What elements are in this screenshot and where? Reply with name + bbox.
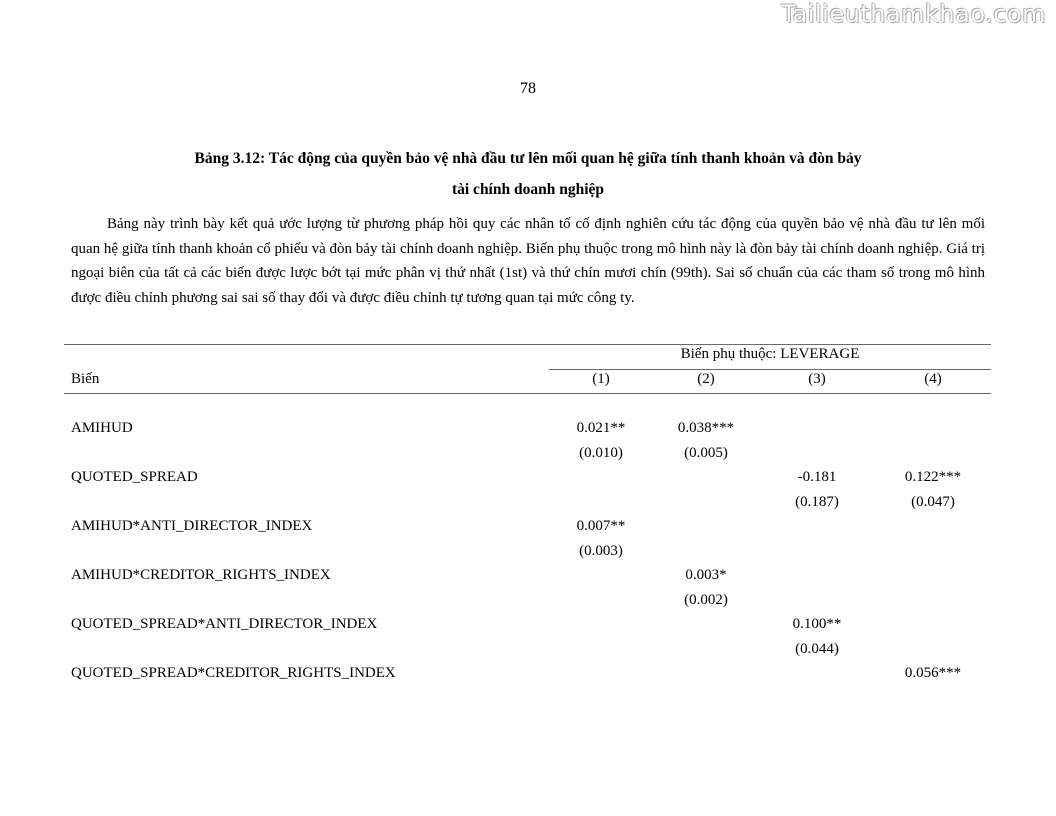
variable-column-header: Biến [71, 371, 100, 387]
row-variable-name: AMIHUD*ANTI_DIRECTOR_INDEX [71, 518, 313, 534]
coefficient-value: 0.021** [576, 420, 626, 436]
coefficient-value: 0.007** [576, 518, 626, 534]
standard-error-value: (0.047) [911, 493, 955, 510]
header-sub-rule [549, 369, 991, 370]
column-header-3: (3) [808, 371, 826, 387]
page-number: 78 [520, 80, 536, 97]
coefficient-value: 0.056*** [904, 665, 962, 681]
table-caption-line-1: Bảng 3.12: Tác động của quyền bảo vệ nhà đầu tư lên mối quan hệ giữa tính thanh khoản và đòn bảy [194, 150, 862, 167]
standard-error-value: (0.187) [795, 493, 839, 510]
table-description: Bảng này trình bày kết quả ước lượng từ phương pháp hồi quy các nhân tố cố định nghiên cứu tác động của quyền bảo vệ nhà đầu tư lên mối quan hệ giữa tính thanh khoản cổ phiếu và đòn bảy tài chính doanh nghiệp. Biến phụ thuộc trong mô hình này là đòn bảy tài chính doanh nghiệp. Giá trị ngoại biên của tất cả các biến được lược bớt tại mức phân vị thứ nhất (1st) và thứ chín mươi chín (99th). Sai số chuẩn của các tham số trong mô hình được điều chỉnh phương sai sai số thay đổi và được điều chỉnh tự tương quan tại mức công ty. [71, 216, 985, 306]
column-header-4: (4) [924, 371, 942, 387]
standard-error-value: (0.003) [579, 542, 623, 559]
dependent-variable-header: Biến phụ thuộc: LEVERAGE [680, 346, 860, 362]
standard-error-value: (0.010) [579, 444, 623, 461]
table-caption-line-2: tài chính doanh nghiệp [451, 181, 605, 198]
table-top-rule [64, 344, 991, 345]
column-header-2: (2) [697, 371, 715, 387]
row-variable-name: QUOTED_SPREAD*ANTI_DIRECTOR_INDEX [71, 616, 378, 632]
column-header-1: (1) [592, 371, 610, 387]
coefficient-value: 0.100** [792, 616, 842, 632]
row-variable-name: AMIHUD*CREDITOR_RIGHTS_INDEX [71, 567, 331, 583]
standard-error-value: (0.044) [795, 640, 839, 657]
coefficient-value: 0.038*** [677, 420, 735, 436]
standard-error-value: (0.002) [684, 591, 728, 608]
coefficient-value: -0.181 [797, 469, 837, 485]
row-variable-name: QUOTED_SPREAD*CREDITOR_RIGHTS_INDEX [71, 665, 396, 681]
coefficient-value: 0.122*** [904, 469, 962, 485]
standard-error-value: (0.005) [684, 444, 728, 461]
header-bottom-rule [64, 393, 991, 394]
watermark: Tailieuthamkhao.com [781, 0, 1046, 28]
coefficient-value: 0.003* [685, 567, 727, 583]
row-variable-name: AMIHUD [71, 420, 133, 436]
row-variable-name: QUOTED_SPREAD [71, 469, 198, 485]
